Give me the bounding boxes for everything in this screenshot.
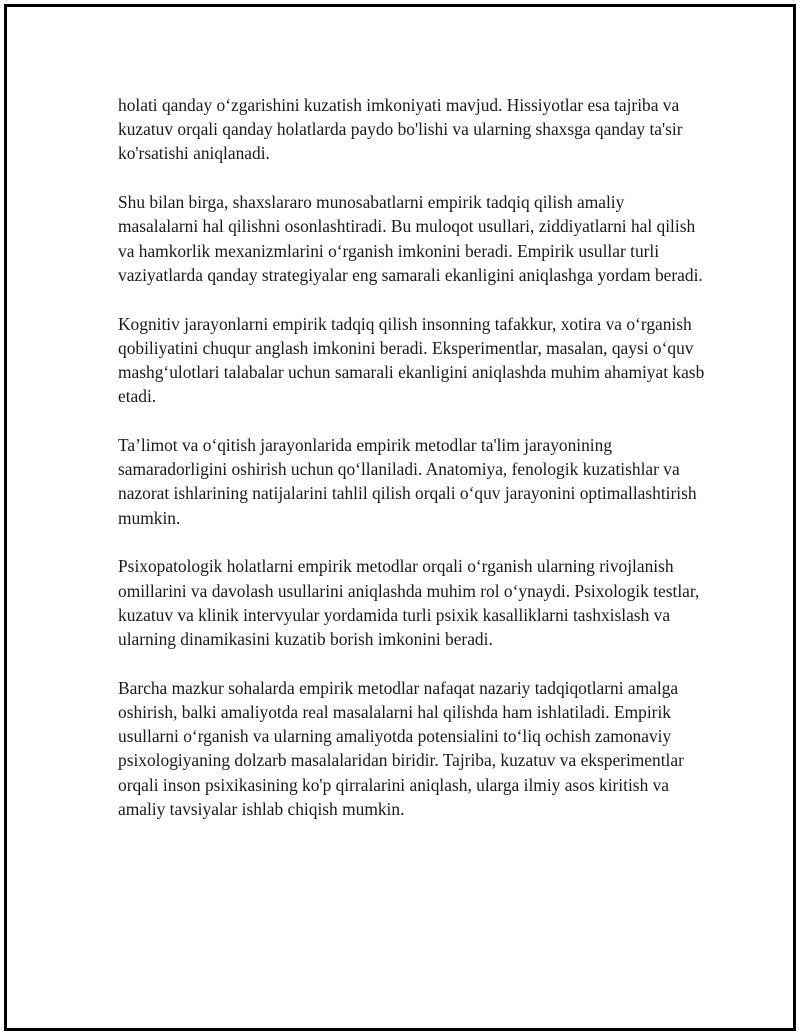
paragraph-cognitive-processes: Kognitiv jarayonlarni empirik tadqiq qilish insonning tafakkur, xotira va o‘rganish qobiliyatini chuqur anglash imkonini beradi. Eksperimentlar, masalan, qaysi o‘quv mashg‘ulotlari talabalar uchun samarali ekanligini aniqlashda muhim ahamiyat kasb etadi. [118, 313, 705, 407]
paragraph-psychopathology: Psixopatologik holatlarni empirik metodlar orqali o‘rganish ularning rivojlanish omillarini va davolash usullarini aniqlashda muhim rol o‘ynaydi. Psixologik testlar, kuzatuv va klinik intervyular yordamida turli psixik kasalliklarni tashxislash va ularning dinamikasini kuzatib borish imkonini beradi. [118, 556, 700, 650]
document-body [118, 93, 708, 846]
paragraph-interpersonal-relations: Shu bilan birga, shaxslararo munosabatlarni empirik tadqiq qilish amaliy masalalarni hal qilishni osonlashtiradi. Bu muloqot usullari, ziddiyatlarni hal qilish va hamkorlik mexanizmlarini o‘rganish imkonini beradi. Empirik usullar turli vaziyatlarda qanday strategiyalar eng samarali ekanligini aniqlashga yordam beradi. [118, 192, 703, 285]
paragraph-education: Ta’limot va o‘qitish jarayonlarida empirik metodlar ta'lim jarayonining samaradorligini oshirish uchun qo‘llaniladi. Anatomiya, fenologik kuzatishlar va nazorat ishlarining natijalarini tahlil qilish orqali o‘quv jarayonini optimallashtirish mumkin. [118, 435, 697, 528]
paragraph-conclusion: Barcha mazkur sohalarda empirik metodlar nafaqat nazariy tadqiqotlarni amalga oshirish, balki amaliyotda real masalalarni hal qilishda ham ishlatiladi. Empirik usullarni o‘rganish va ularning amaliyotda potensialini to‘liq ochish zamonaviy psixologiyaning dolzarb masalalaridan biridir. Tajriba, kuzatuv va eksperimentlar orqali inson psixikasining ko'p qirralarini aniqlash, ularga ilmiy asos kiritish va amaliy tavsiyalar ishlab chiqish mumkin. [118, 677, 684, 819]
paragraph-emotions: holati qanday o‘zgarishini kuzatish imkoniyati mavjud. Hissiyotlar esa tajriba va kuzatuv orqali qanday holatlarda paydo bo'lishi va ularning shaxsga qanday ta'sir ko'rsatishi aniqlanadi. [118, 95, 683, 164]
